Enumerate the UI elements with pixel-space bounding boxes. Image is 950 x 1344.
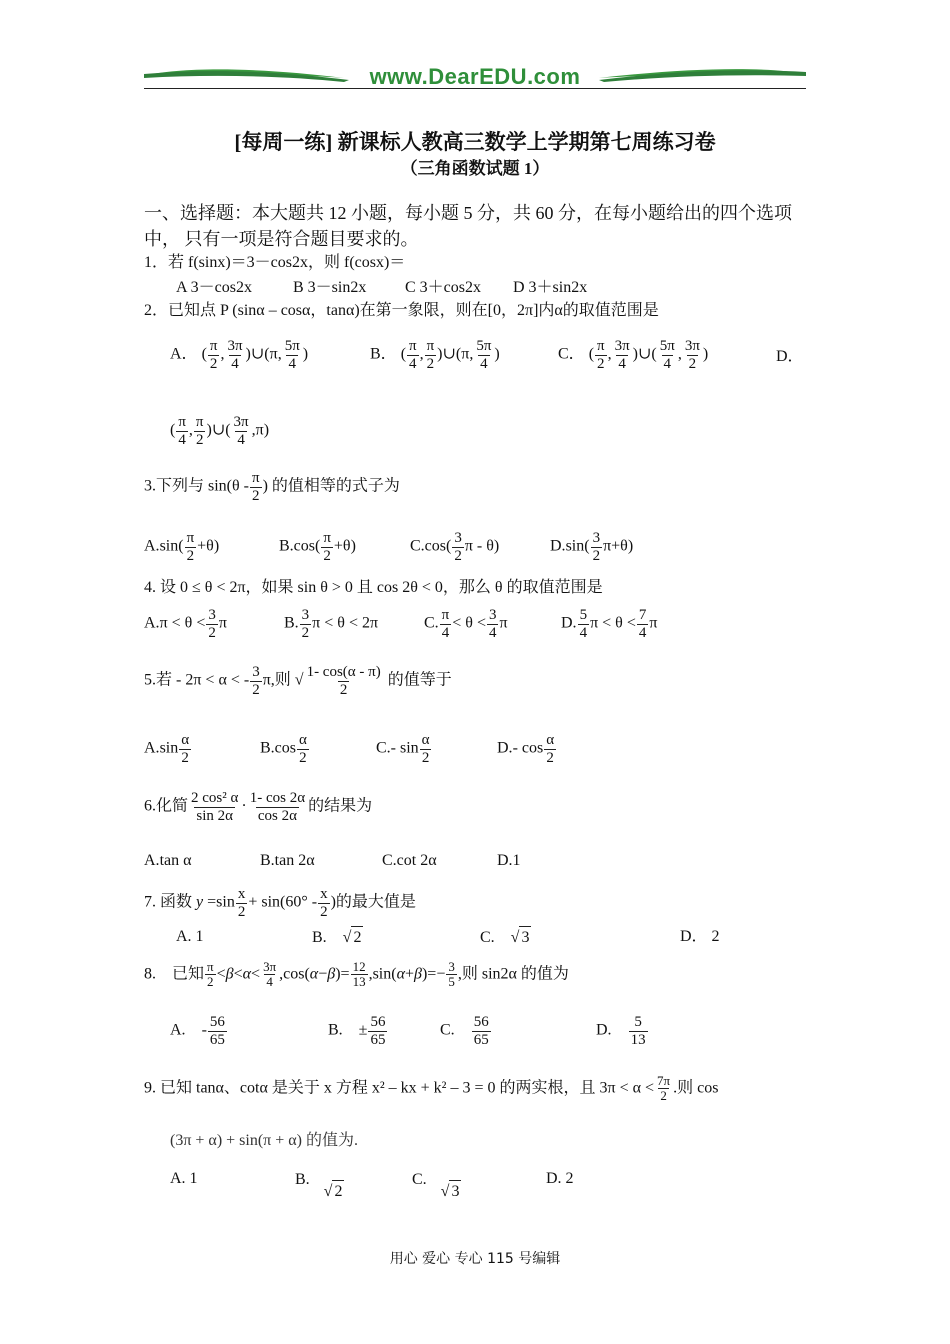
- q9-option-d: D. 2: [546, 1170, 574, 1187]
- page-footer: 用心 爱心 专心 115 号编辑: [389, 1251, 561, 1267]
- q8-option-a: A. - $\frac{56}{65}$: [170, 1014, 225, 1048]
- q2-label-b: B．: [370, 345, 397, 363]
- q4-option-b: B. $\frac{3}{2}$ π < θ < 2π: [284, 607, 379, 641]
- q2-option-d: ( $\frac{\pi}{4}$ , $\frac{\pi}{2}$ )∪( $\frac{3\pi}{4}$ ,π): [170, 414, 270, 448]
- q6-option-b: B.tan 2α: [260, 852, 315, 869]
- q4-option-d: D. $\frac{5}{4}$ π < θ < $\frac{7}{4}$ π: [561, 607, 658, 641]
- q6-stem: 6.化简 $\frac{\text{2 cos² α}}{\sin 2\alpha}$ · $\frac{1- \cos 2\alpha}{\cos 2\alpha}$ 的结果为: [144, 790, 373, 824]
- q8-option-b: B. ± $\frac{56}{65}$: [328, 1014, 386, 1048]
- page-title: [每周一练] 新课标人教高三数学上学期第七周练习卷: [234, 130, 716, 154]
- q5-option-c: C.- sin $\frac{\alpha}{2}$: [376, 732, 430, 766]
- q1-option-a: A 3－cos2x: [176, 279, 253, 296]
- intro-line-1: 一、选择题：本大题共 12 小题，每小题 5 分，共 60 分，在每小题给出的四个选项: [144, 203, 792, 223]
- q7-option-b: B. √ 2: [312, 926, 363, 949]
- header-rule: [144, 88, 806, 89]
- q7-option-a: A. 1: [176, 928, 204, 945]
- q9-stem-line2: (3π + α) + sin(π + α) 的值为.: [170, 1132, 358, 1149]
- q9-option-c: C.√ 3: [412, 1168, 447, 1191]
- q9-option-b: B.√ 2: [295, 1168, 330, 1191]
- q3-option-d: D.sin( $\frac{3}{2}$ π+θ): [550, 530, 634, 564]
- q2-label-a: A．: [170, 345, 198, 363]
- q2-option-a: A． ( $\frac{\pi}{2}$ , $\frac{3\pi}{4}$ )∪(π, $\frac{5\pi}{4}$ ): [170, 338, 309, 372]
- q6-option-a: A.tan α: [144, 852, 192, 869]
- q2-label-d: D．: [776, 348, 804, 365]
- q4-option-a: A.π < θ < $\frac{3}{2}$ π: [144, 607, 227, 641]
- q9-option-a: A. 1: [170, 1170, 198, 1187]
- q9-stem: 9. 已知 tanα、cotα 是关于 x 方程 x² – kx + k² – 3 = 0 的两实根，且 3π < α < $\frac{7\pi}{2}$ .则 cos: [144, 1073, 719, 1104]
- q2-option-c: C． ( $\frac{\pi}{2}$ , $\frac{3\pi}{4}$ )∪( $\frac{5\pi}{4}$ , $\frac{3\pi}{2}$ ): [558, 338, 709, 372]
- q1-option-d: D 3＋sin2x: [513, 279, 588, 296]
- q5-option-d: D.- cos $\frac{\alpha}{2}$: [497, 732, 555, 766]
- q8-option-c: C. $\frac{56}{65}$: [440, 1014, 489, 1048]
- q1-option-c: C 3＋cos2x: [405, 279, 482, 296]
- q1-option-b: B 3－sin2x: [293, 279, 367, 296]
- q7-stem: 7. 函数 y =sin $\frac{x}{2}$ + sin(60° - $\frac{x}{2}$ )的最大值是: [144, 886, 416, 920]
- q8-stem: 8. 已知 $\frac{\pi}{2}$ <β<α< $\frac{3\pi}{4}$ ,cos(α−β)= $\frac{12}{13}$ ,sin(α+β)=− $\frac{3}{5}$ ,则 sin2α 的值为: [144, 959, 569, 990]
- q2-option-b: B． ( $\frac{\pi}{4}$ , $\frac{\pi}{2}$ )∪(π, $\frac{5\pi}{4}$ ): [370, 338, 500, 372]
- q3-stem: 3.下列与 sin(θ - $\frac{\pi}{2}$ ) 的值相等的式子为: [144, 470, 400, 504]
- intro-line-2: 中， 只有一项是符合题目要求的。: [144, 229, 419, 249]
- q3-option-c: C.cos( $\frac{3}{2}$ π - θ): [410, 530, 500, 564]
- q6-option-c: C.cot 2α: [382, 852, 437, 869]
- page-subtitle: （三角函数试题 1）: [400, 159, 550, 178]
- q4-stem: 4. 设 0 ≤ θ < 2π，如果 sin θ > 0 且 cos 2θ < 0，那么 θ 的取值范围是: [144, 579, 603, 596]
- q5-option-b: B.cos $\frac{\alpha}{2}$: [260, 732, 307, 766]
- q7-option-d: D． 2: [680, 928, 720, 945]
- q3-option-a: A.sin( $\frac{\pi}{2}$ +θ): [144, 530, 220, 564]
- site-url[interactable]: www.DearEDU.com: [369, 64, 581, 89]
- q7-option-c: C. √ 3: [480, 926, 531, 949]
- q1-stem: 1．若 f(sinx)＝3－cos2x，则 f(cosx)＝: [144, 254, 406, 271]
- q2-stem: 2．已知点 P (sinα – cosα，tanα)在第一象限，则在[0，2π]内α的取值范围是: [144, 302, 659, 319]
- q8-option-d: D. $\frac{5}{13}$: [596, 1014, 646, 1048]
- q4-option-c: C. $\frac{\pi}{4}$ < θ < $\frac{3}{4}$ π: [424, 607, 508, 641]
- q2-label-c: C．: [558, 345, 585, 363]
- q6-option-d: D.1: [497, 852, 521, 869]
- q3-option-b: B.cos( $\frac{\pi}{2}$ +θ): [279, 530, 356, 564]
- q5-stem: 5.若 - 2π < α < - $\frac{3}{2}$ π,则 √ $\frac{1- \cos(\alpha - \pi)}{2}$ 的值等于: [144, 664, 452, 698]
- q5-option-a: A.sin $\frac{\alpha}{2}$: [144, 732, 190, 766]
